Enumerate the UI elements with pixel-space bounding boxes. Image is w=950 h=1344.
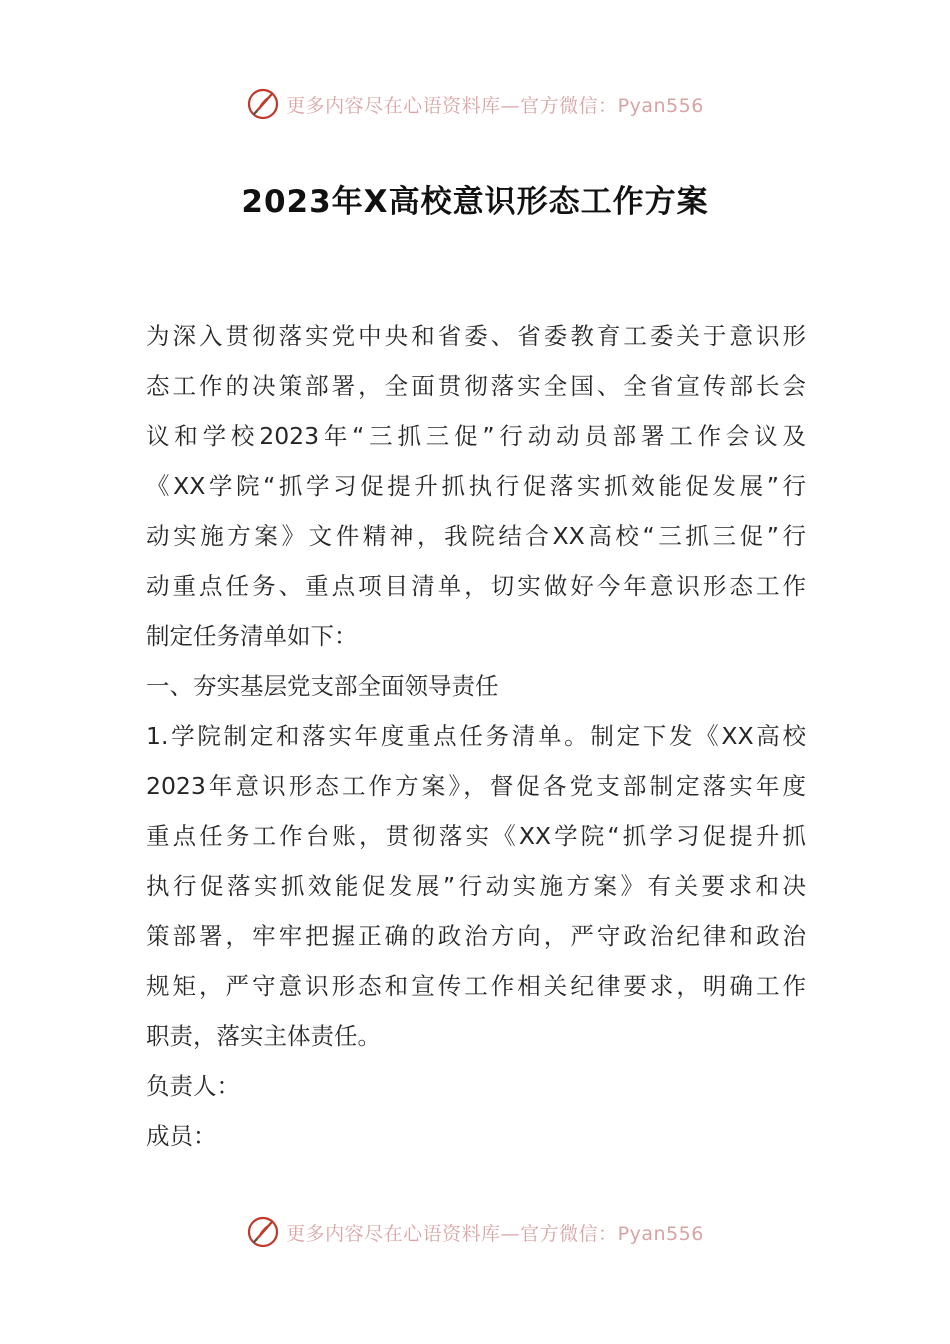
quill-logo-icon: [246, 87, 280, 121]
body-line: 2023年意识形态工作方案》，督促各党支部制定落实年度: [146, 772, 806, 800]
document-body: [146, 311, 806, 1161]
quill-logo-icon: [246, 1215, 280, 1249]
watermark-label: 更多内容尽在心语资料库—官方微信：: [286, 1222, 618, 1245]
watermark-text: [286, 1219, 704, 1246]
body-line: 成员：: [146, 1122, 217, 1150]
body-line: 1.学院制定和落实年度重点任务清单。制定下发《XX高校: [146, 722, 806, 750]
watermark-footer: [0, 1212, 950, 1252]
body-line: 为深入贯彻落实党中央和省委、省委教育工委关于意识形: [146, 322, 806, 350]
document-title: 2023年X高校意识形态工作方案: [241, 184, 709, 220]
body-line: 一、夯实基层党支部全面领导责任: [146, 672, 499, 700]
body-line: 策部署，牢牢把握正确的政治方向，严守政治纪律和政治: [146, 922, 806, 950]
body-line: 动实施方案》文件精神，我院结合XX高校“三抓三促”行: [146, 522, 806, 550]
body-line: 重点任务工作台账，贯彻落实《XX学院“抓学习促提升抓: [146, 822, 806, 850]
body-line: 执行促落实抓效能促发展”行动实施方案》有关要求和决: [146, 872, 806, 900]
watermark-wechat: Pyan556: [617, 1222, 704, 1245]
watermark-header: [0, 84, 950, 124]
body-line: 议和学校2023年“三抓三促”行动动员部署工作会议及: [146, 422, 806, 450]
body-line: 《XX学院“抓学习促提升抓执行促落实抓效能促发展”行: [146, 472, 806, 500]
body-line: 制定任务清单如下：: [146, 622, 358, 650]
body-line: 态工作的决策部署，全面贯彻落实全国、全省宣传部长会: [146, 372, 806, 400]
body-line: 负责人：: [146, 1072, 240, 1100]
watermark-text: [286, 91, 704, 118]
watermark-label: 更多内容尽在心语资料库—官方微信：: [286, 94, 618, 117]
body-line: 动重点任务、重点项目清单，切实做好今年意识形态工作: [146, 572, 806, 600]
watermark-wechat: Pyan556: [617, 94, 704, 117]
body-line: 职责，落实主体责任。: [146, 1022, 381, 1050]
body-line: 规矩，严守意识形态和宣传工作相关纪律要求，明确工作: [146, 972, 806, 1000]
